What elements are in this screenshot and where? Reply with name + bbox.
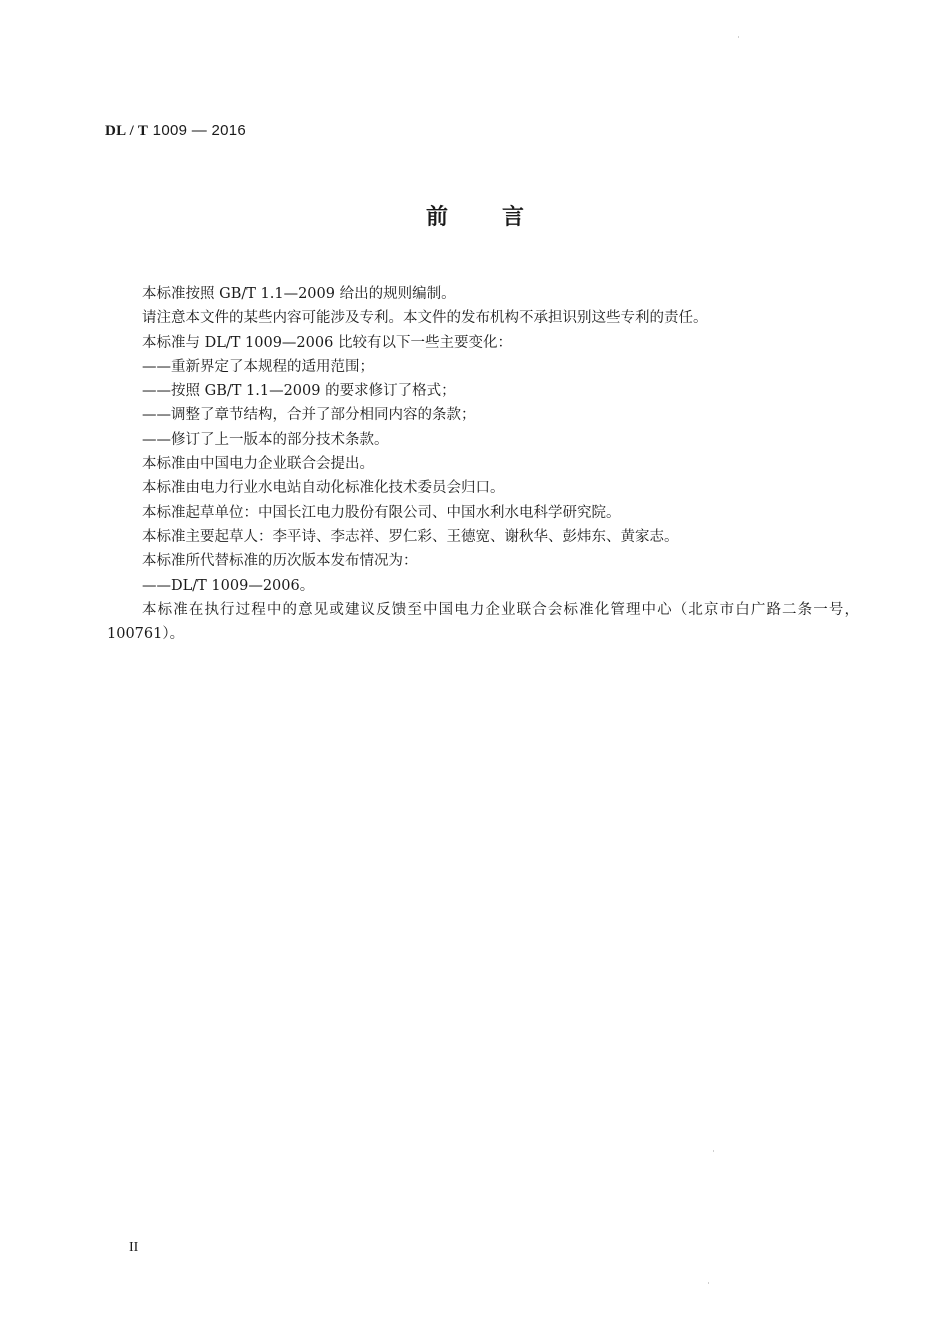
change-item: ——调整了章节结构，合并了部分相同内容的条款； <box>142 407 476 424</box>
scan-speck <box>708 1282 709 1284</box>
paragraph-drafters: 本标准主要起草人：李平诗、李志祥、罗仁彩、王德宽、谢秋华、彭炜东、黄家志。 <box>142 528 679 545</box>
standard-code-number: 1009 — 2016 <box>148 122 247 139</box>
paragraph-patent-notice: 请注意本文件的某些内容可能涉及专利。本文件的发布机构不承担识别这些专利的责任。 <box>142 310 708 327</box>
paragraph-committee: 本标准由电力行业水电站自动化标准化技术委员会归口。 <box>142 480 505 497</box>
history-item: ——DL/T 1009—2006。 <box>142 577 315 594</box>
paragraph-proposer: 本标准由中国电力企业联合会提出。 <box>142 456 374 473</box>
paragraph-drafting-rules: 本标准按照 GB/T 1.1—2009 给出的规则编制。 <box>142 286 456 302</box>
page-number: II <box>129 1240 139 1255</box>
scan-speck <box>738 36 739 38</box>
paragraph-history-intro: 本标准所代替标准的历次版本发布情况为： <box>142 553 418 570</box>
paragraph-feedback: 本标准在执行过程中的意见或建议反馈至中国电力企业联合会标准化管理中心（北京市白广路二条一号，100761）。 <box>107 601 859 643</box>
standard-code-prefix: DL / T <box>105 123 149 139</box>
scan-speck <box>713 1150 714 1152</box>
paragraph-changes-intro: 本标准与 DL/T 1009—2006 比较有以下一些主要变化： <box>142 334 512 351</box>
foreword-body <box>107 282 859 646</box>
paragraph-drafting-units: 本标准起草单位：中国长江电力股份有限公司、中国水利水电科学研究院。 <box>142 504 621 521</box>
change-item: ——按照 GB/T 1.1—2009 的要求修订了格式； <box>142 383 456 400</box>
page-title: 前言 <box>425 205 578 230</box>
change-item: ——修订了上一版本的部分技术条款。 <box>142 431 389 448</box>
standard-code <box>105 122 246 140</box>
change-item: ——重新界定了本规程的适用范围； <box>142 358 374 375</box>
